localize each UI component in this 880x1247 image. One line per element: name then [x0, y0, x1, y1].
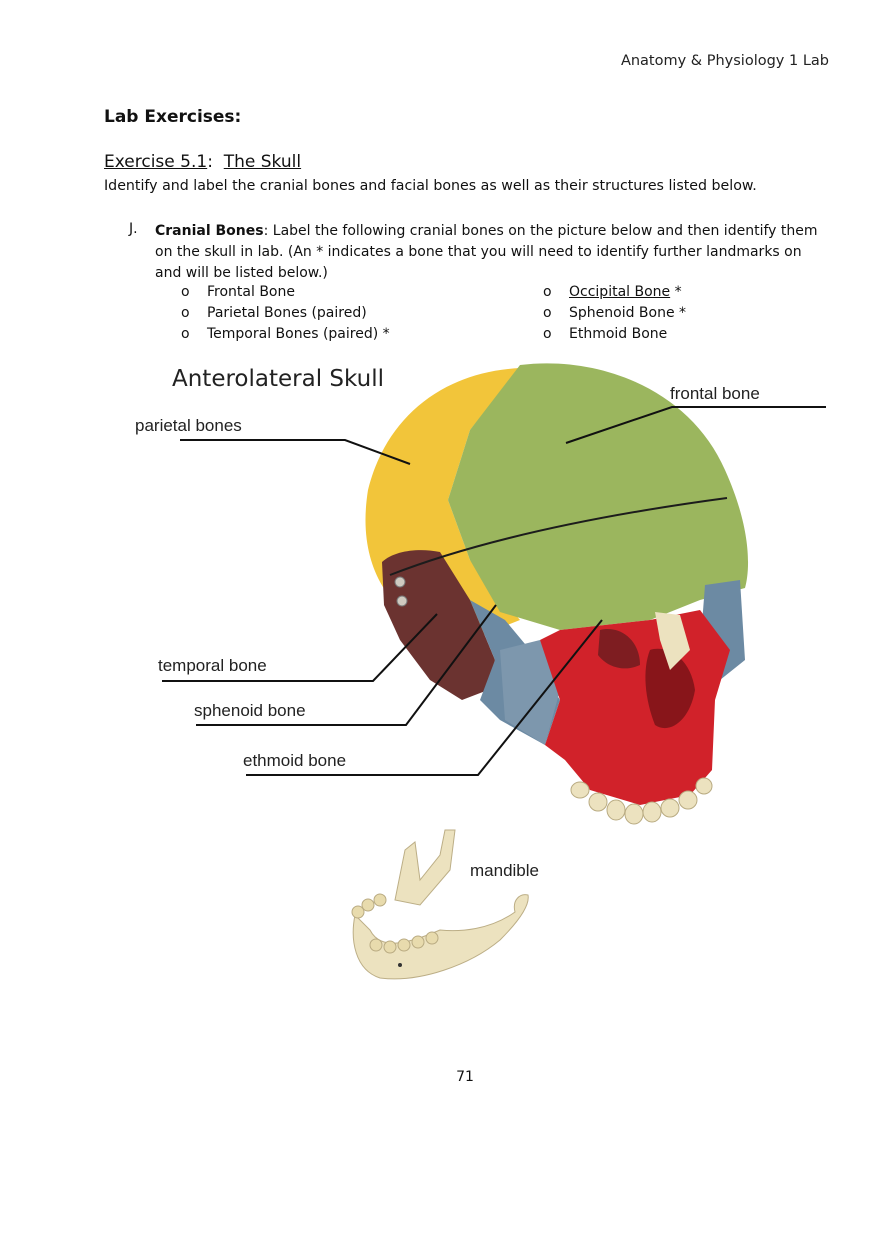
label-temporal-bone: temporal bone	[158, 656, 267, 675]
exercise-label: Exercise 5.1	[104, 152, 208, 172]
bullet-text: Sphenoid Bone *	[569, 305, 687, 321]
bullet-marker: o	[181, 305, 190, 321]
maxilla-region	[540, 610, 730, 805]
bullet-text: Frontal Bone	[207, 284, 295, 300]
item-text: : Label the following cranial bones on the picture below and then identify them on the skull in lab. (An * indicates a bone that you will need to identify further landmarks on and will be listed below.)	[155, 223, 818, 281]
bullet-text: Ethmoid Bone	[569, 326, 668, 342]
label-ethmoid-bone: ethmoid bone	[243, 751, 347, 770]
bullet-marker: o	[543, 326, 552, 342]
bullet-marker: o	[543, 305, 552, 321]
exercise-intro: Identify and label the cranial bones and facial bones as well as their structures listed below.	[104, 178, 757, 194]
page-number: 71	[456, 1069, 474, 1085]
mandible-illustration	[352, 830, 528, 979]
bullet-marker: o	[181, 326, 190, 342]
bullet-marker: o	[543, 284, 552, 300]
bullet-text: Temporal Bones (paired) *	[207, 326, 390, 342]
skull-figure	[0, 355, 880, 1005]
label-parietal-bones: parietal bones	[135, 416, 242, 435]
item-instructions	[155, 221, 825, 284]
bullet-text: Parietal Bones (paired)	[207, 305, 367, 321]
bullet-marker: o	[181, 284, 190, 300]
exercise-title: The Skull	[223, 152, 302, 172]
exercise-separator: :	[207, 152, 213, 172]
exercise-heading	[104, 152, 301, 172]
item-letter: J.	[129, 221, 138, 237]
item-term: Cranial Bones	[155, 223, 264, 239]
label-frontal-bone: frontal bone	[670, 384, 760, 403]
bullet-text: Occipital Bone *	[569, 284, 682, 300]
label-sphenoid-bone: sphenoid bone	[194, 701, 306, 720]
figure-title: Anterolateral Skull	[172, 366, 384, 392]
section-heading: Lab Exercises:	[104, 107, 242, 127]
parietal-leader	[180, 440, 410, 464]
skull-illustration	[365, 363, 748, 824]
running-header: Anatomy & Physiology 1 Lab	[620, 53, 829, 69]
label-mandible: mandible	[470, 861, 539, 880]
